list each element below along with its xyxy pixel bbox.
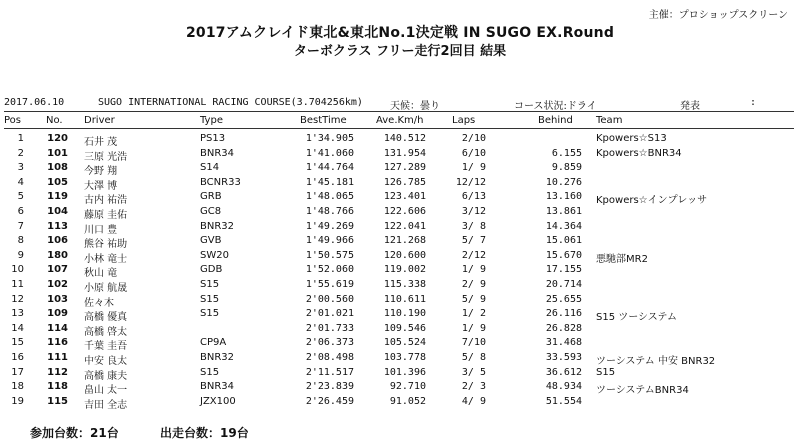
row-average-speed: 140.512: [383, 133, 426, 144]
row-driver: 川口 豊: [84, 224, 118, 236]
row-number: 119: [47, 191, 68, 203]
row-laps: 7/10: [461, 337, 486, 349]
row-laps: 3/12: [461, 206, 486, 217]
col-header-pos: Pos: [4, 115, 22, 126]
row-type: S15: [200, 366, 220, 378]
row-best-time: 1'44.764: [305, 162, 354, 174]
row-best-time: 2'08.498: [305, 352, 354, 363]
col-header-type: Type: [200, 115, 223, 126]
table-row: [0, 206, 800, 220]
table-row: [0, 381, 800, 395]
row-type: BNR32: [200, 220, 235, 232]
row-team: ツーシステム 中安 BNR32: [596, 356, 716, 367]
row-average-speed: 101.396: [383, 366, 426, 378]
row-type: S15: [200, 308, 220, 320]
row-average-speed: 123.401: [383, 191, 426, 203]
row-pos: 1: [17, 133, 24, 144]
row-best-time: 1'49.269: [305, 220, 354, 232]
row-type: BNR34: [200, 147, 235, 159]
row-driver: 今野 翔: [84, 166, 118, 178]
row-number: 107: [47, 264, 68, 276]
row-pos: 16: [11, 352, 24, 363]
table-row: [0, 162, 800, 176]
row-behind: 20.714: [545, 279, 582, 290]
row-average-speed: 127.289: [383, 162, 426, 174]
row-driver: 古内 祐浩: [84, 195, 128, 207]
col-header-driver: Driver: [84, 115, 115, 126]
row-pos: 15: [11, 337, 24, 349]
row-number: 105: [47, 176, 68, 188]
row-laps: 6/13: [461, 191, 486, 203]
row-number: 113: [47, 220, 68, 232]
row-best-time: 1'50.575: [305, 249, 354, 261]
col-header-no: No.: [46, 115, 63, 126]
row-driver: 畠山 太一: [84, 385, 128, 397]
table-row: [0, 279, 800, 293]
row-pos: 13: [11, 308, 24, 320]
row-best-time: 1'34.905: [305, 133, 354, 144]
row-best-time: 2'06.373: [305, 337, 354, 349]
table-row: [0, 264, 800, 278]
row-behind: 15.061: [545, 235, 582, 247]
row-average-speed: 103.778: [383, 352, 426, 363]
row-laps: 5/ 9: [461, 293, 486, 305]
row-best-time: 2'00.560: [305, 293, 354, 305]
row-pos: 2: [17, 147, 24, 159]
table-row: [0, 337, 800, 351]
row-average-speed: 120.600: [383, 249, 426, 261]
row-laps: 1/ 2: [461, 308, 486, 320]
row-driver: 千葉 圭吾: [84, 341, 128, 353]
row-average-speed: 131.954: [383, 147, 426, 159]
row-driver: 高橋 優真: [84, 312, 128, 324]
row-driver: 藤原 圭佑: [84, 210, 128, 221]
row-number: 103: [47, 293, 68, 305]
row-laps: 2/10: [461, 133, 486, 144]
row-best-time: 1'52.060: [305, 264, 354, 276]
row-behind: 14.364: [545, 220, 582, 232]
col-header-laps: Laps: [452, 115, 476, 126]
header-top-rule: [4, 111, 794, 112]
header-bottom-rule: [4, 128, 794, 129]
row-team: 悪馳部MR2: [596, 253, 648, 265]
row-number: 115: [47, 395, 68, 407]
row-laps: 5/ 8: [461, 352, 486, 363]
row-best-time: 2'23.839: [305, 381, 354, 393]
row-laps: 12/12: [455, 176, 486, 188]
row-pos: 3: [17, 162, 24, 174]
row-pos: 10: [11, 264, 24, 276]
row-best-time: 2'26.459: [305, 395, 354, 407]
row-driver: 高橋 啓太: [84, 326, 128, 338]
row-type: SW20: [200, 249, 229, 261]
row-laps: 4/ 9: [461, 395, 486, 407]
row-driver: 秋山 竜: [84, 268, 118, 280]
row-average-speed: 91.052: [389, 395, 426, 407]
row-average-speed: 122.041: [383, 220, 426, 232]
course-status-label: コース状況:ドライ: [514, 101, 597, 112]
row-behind: 26.116: [545, 308, 582, 320]
col-header-team: Team: [596, 115, 623, 126]
row-average-speed: 92.710: [389, 381, 426, 393]
row-behind: 13.861: [545, 206, 582, 217]
table-row: [0, 367, 800, 381]
row-driver: 大澤 博: [84, 180, 118, 192]
row-best-time: 1'49.966: [305, 235, 354, 247]
col-header-best: BestTime: [300, 115, 347, 126]
weather-label: 天候：曇り: [390, 101, 440, 112]
table-row: [0, 177, 800, 191]
row-type: BNR34: [200, 381, 235, 393]
row-driver: 石井 茂: [84, 137, 118, 148]
table-row: [0, 294, 800, 308]
row-driver: 中安 良太: [84, 356, 128, 367]
row-average-speed: 110.190: [383, 308, 426, 320]
row-best-time: 1'48.065: [305, 191, 354, 203]
row-average-speed: 115.338: [383, 279, 426, 290]
row-laps: 3/ 8: [461, 220, 486, 232]
row-team: Kpowers☆BNR34: [596, 147, 682, 159]
row-type: CP9A: [200, 337, 227, 349]
row-driver: 三原 光浩: [84, 151, 128, 163]
row-pos: 5: [17, 191, 24, 203]
row-type: GDB: [200, 264, 223, 276]
row-behind: 15.670: [545, 249, 582, 261]
event-title: 2017アムクレイド東北&東北No.1決定戦 IN SUGO EX.Round: [185, 25, 615, 41]
row-type: BNR32: [200, 352, 235, 363]
row-behind: 6.155: [551, 147, 582, 159]
row-team: Kpowers☆インプレッサ: [596, 195, 708, 207]
announcement-time: :: [750, 97, 757, 108]
row-pos: 19: [11, 395, 24, 407]
row-driver: 高橋 康夫: [84, 370, 128, 382]
event-date: 2017.06.10: [4, 97, 65, 108]
row-number: 112: [47, 366, 68, 378]
row-behind: 26.828: [545, 322, 582, 334]
row-number: 108: [47, 162, 68, 174]
row-best-time: 1'55.619: [305, 279, 354, 290]
row-best-time: 1'48.766: [305, 206, 354, 217]
organizer-label: 主催：プロショップスクリーン: [648, 10, 788, 21]
row-pos: 7: [17, 220, 24, 232]
row-laps: 2/ 9: [461, 279, 486, 290]
table-row: [0, 396, 800, 410]
row-average-speed: 119.002: [383, 264, 426, 276]
row-behind: 10.276: [545, 176, 582, 188]
row-number: 101: [47, 147, 68, 159]
row-pos: 18: [11, 381, 24, 393]
row-behind: 17.155: [545, 264, 582, 276]
course-name: SUGO INTERNATIONAL RACING COURSE(3.704256km): [98, 97, 363, 108]
row-behind: 25.655: [545, 293, 582, 305]
row-number: 102: [47, 279, 68, 290]
row-pos: 12: [11, 293, 24, 305]
row-driver: 小林 竜士: [84, 253, 128, 265]
row-laps: 1/ 9: [461, 162, 486, 174]
row-best-time: 2'01.733: [305, 322, 354, 334]
row-type: PS13: [200, 133, 226, 144]
row-type: S15: [200, 293, 220, 305]
row-laps: 1/ 9: [461, 322, 486, 334]
row-number: 114: [47, 322, 68, 334]
row-driver: 熊谷 祐助: [84, 239, 128, 251]
col-header-behind: Behind: [538, 115, 573, 126]
row-laps: 3/ 5: [461, 366, 486, 378]
row-laps: 2/ 3: [461, 381, 486, 393]
table-row: [0, 323, 800, 337]
row-number: 109: [47, 308, 68, 320]
row-type: GC8: [200, 206, 222, 217]
entries-count: 参加台数：21台: [30, 426, 119, 440]
row-team: S15: [596, 366, 616, 378]
row-number: 116: [47, 337, 68, 349]
session-title: ターボクラス フリー走行2回目 結果: [293, 44, 507, 59]
row-laps: 2/12: [461, 249, 486, 261]
row-type: S15: [200, 279, 220, 290]
row-number: 111: [47, 352, 68, 363]
table-row: [0, 191, 800, 205]
row-pos: 9: [17, 249, 24, 261]
row-laps: 1/ 9: [461, 264, 486, 276]
row-behind: 36.612: [545, 366, 582, 378]
table-row: [0, 308, 800, 322]
row-pos: 8: [17, 235, 24, 247]
row-average-speed: 109.546: [383, 322, 426, 334]
table-row: [0, 133, 800, 147]
table-row: [0, 148, 800, 162]
row-pos: 6: [17, 206, 24, 217]
row-pos: 14: [11, 322, 24, 334]
row-best-time: 2'11.517: [305, 366, 354, 378]
table-row: [0, 352, 800, 366]
table-row: [0, 221, 800, 235]
row-laps: 5/ 7: [461, 235, 486, 247]
row-average-speed: 110.611: [383, 293, 426, 305]
row-average-speed: 121.268: [383, 235, 426, 247]
row-driver: 吉田 全志: [84, 399, 128, 411]
table-row: [0, 250, 800, 264]
row-number: 106: [47, 235, 68, 247]
starters-count: 出走台数：19台: [160, 426, 249, 440]
row-team: Kpowers☆S13: [596, 133, 667, 144]
row-type: GRB: [200, 191, 222, 203]
row-number: 118: [47, 381, 68, 393]
row-behind: 31.468: [545, 337, 582, 349]
row-average-speed: 122.606: [383, 206, 426, 217]
row-pos: 11: [11, 279, 24, 290]
row-average-speed: 105.524: [383, 337, 426, 349]
row-type: GVB: [200, 235, 222, 247]
announcement-label: 発表: [680, 101, 700, 112]
row-behind: 33.593: [545, 352, 582, 363]
row-number: 120: [47, 133, 68, 144]
row-behind: 51.554: [545, 395, 582, 407]
row-pos: 4: [17, 176, 24, 188]
row-team: S15 ツーシステム: [596, 312, 678, 324]
row-driver: 小原 航晟: [84, 283, 128, 294]
row-best-time: 1'45.181: [305, 176, 354, 188]
row-team: ツーシステムBNR34: [596, 385, 689, 397]
row-best-time: 2'01.021: [305, 308, 354, 320]
row-behind: 13.160: [545, 191, 582, 203]
row-number: 104: [47, 206, 68, 217]
row-average-speed: 126.785: [383, 176, 426, 188]
row-type: S14: [200, 162, 220, 174]
row-number: 180: [47, 249, 68, 261]
row-driver: 佐々木: [84, 297, 114, 309]
row-behind: 48.934: [545, 381, 582, 393]
row-pos: 17: [11, 366, 24, 378]
row-behind: 9.859: [551, 162, 582, 174]
row-laps: 6/10: [461, 147, 486, 159]
row-best-time: 1'41.060: [305, 147, 354, 159]
table-row: [0, 235, 800, 249]
col-header-ave: Ave.Km/h: [376, 115, 424, 126]
row-type: BCNR33: [200, 176, 241, 188]
row-type: JZX100: [200, 395, 236, 407]
